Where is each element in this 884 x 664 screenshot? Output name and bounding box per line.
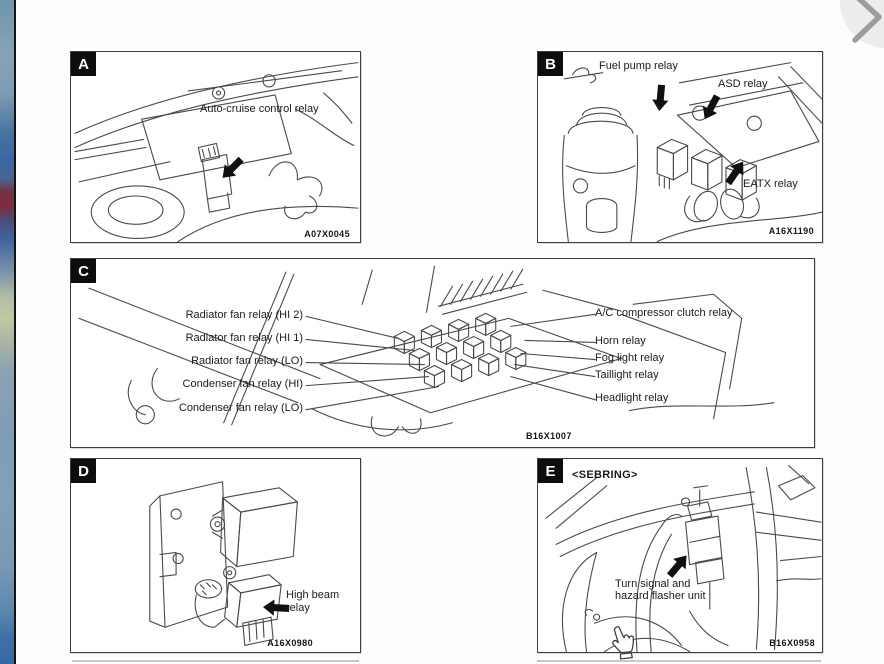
relay-box-drawing-c bbox=[71, 259, 814, 447]
callout-condenser-fan-relay-lo: Condenser fan relay (LO) bbox=[178, 402, 303, 414]
body-structure-drawing-e bbox=[538, 459, 822, 652]
callout-eatx-relay: EATX relay bbox=[743, 178, 798, 190]
relay-bracket-drawing-d bbox=[71, 459, 360, 652]
hand-cuff bbox=[620, 653, 632, 659]
callout-radiator-fan-relay-hi2: Radiator fan relay (HI 2) bbox=[185, 309, 303, 321]
callout-high-beam-relay-line2: relay bbox=[286, 602, 310, 614]
figure-code-b: A16X1190 bbox=[768, 226, 814, 236]
arrow-fuel-pump-relay bbox=[651, 84, 669, 112]
figure-panel-a bbox=[70, 51, 361, 243]
next-figure-top-border-right bbox=[537, 660, 821, 662]
figure-code-d: A16X0980 bbox=[267, 638, 313, 648]
callout-radiator-fan-relay-hi1: Radiator fan relay (HI 1) bbox=[185, 332, 303, 344]
callout-auto-cruise-relay: Auto-cruise control relay bbox=[200, 103, 319, 115]
panel-e-badge: E bbox=[538, 459, 563, 483]
callout-turn-signal-flasher-line1: Turn signal and bbox=[615, 578, 691, 590]
callout-taillight-relay: Taillight relay bbox=[595, 369, 659, 381]
callout-turn-signal-flasher-line2: hazard flasher unit bbox=[615, 590, 706, 602]
next-figure-top-border-left bbox=[72, 660, 359, 662]
panel-d-badge: D bbox=[71, 459, 96, 483]
callout-radiator-fan-relay-lo: Radiator fan relay (LO) bbox=[191, 355, 303, 367]
arrow-auto-cruise-relay bbox=[217, 154, 247, 184]
figure-code-e: B16X0958 bbox=[769, 638, 815, 648]
engine-bay-drawing-b bbox=[538, 52, 822, 242]
figure-code-a: A07X0045 bbox=[304, 229, 350, 239]
engine-bay-drawing-a bbox=[71, 52, 360, 242]
background-image-strip bbox=[0, 0, 16, 664]
panel-a-badge: A bbox=[71, 52, 96, 76]
callout-headlight-relay: Headlight relay bbox=[595, 392, 669, 404]
callout-ac-compressor-clutch-relay: A/C compressor clutch relay bbox=[595, 307, 733, 319]
callout-condenser-fan-relay-hi: Condenser fan relay (HI) bbox=[182, 378, 303, 390]
nav-circle bbox=[840, 0, 884, 48]
callout-high-beam-relay-line1: High beam bbox=[286, 589, 340, 601]
callout-asd-relay: ASD relay bbox=[718, 78, 768, 90]
vehicle-variant-label: <SEBRING> bbox=[572, 469, 638, 481]
figure-code-c: B16X1007 bbox=[526, 431, 572, 441]
figure-panel-b bbox=[537, 51, 823, 243]
callout-fuel-pump-relay: Fuel pump relay bbox=[599, 60, 678, 72]
arrow-asd-relay bbox=[698, 92, 725, 123]
figure-panel-c bbox=[70, 258, 815, 448]
callout-horn-relay: Horn relay bbox=[595, 335, 646, 347]
callout-fog-light-relay: Fog light relay bbox=[595, 352, 665, 364]
panel-b-badge: B bbox=[538, 52, 563, 76]
figure-panel-d bbox=[70, 458, 361, 653]
figure-panel-e bbox=[537, 458, 823, 653]
panel-c-badge: C bbox=[71, 259, 96, 283]
next-page-button[interactable] bbox=[824, 0, 884, 58]
